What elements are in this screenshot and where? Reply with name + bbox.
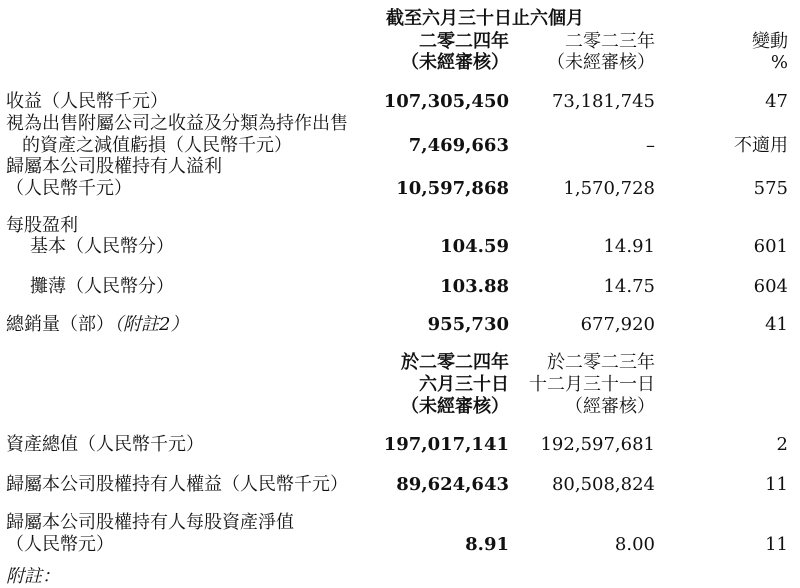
- impairment-change: 不適用: [734, 135, 788, 156]
- nav-per-share-2024: 8.91: [465, 534, 509, 555]
- nav-per-share-change: 11: [765, 534, 788, 555]
- revenue-change: 47: [765, 91, 788, 112]
- profit-2023: 1,570,728: [563, 178, 655, 199]
- equity-2023: 80,508,824: [551, 474, 655, 495]
- eps-diluted-2023: 14.75: [603, 276, 655, 297]
- profit-label-line1: 歸屬本公司股權持有人溢利: [6, 156, 222, 177]
- equity-2024: 89,624,643: [396, 474, 509, 495]
- col2-year-header: 二零二三年: [565, 31, 655, 52]
- equity-label: 歸屬本公司股權持有人權益（人民幣千元）: [6, 474, 348, 495]
- profit-2024: 10,597,868: [396, 178, 509, 199]
- eps-basic-label: 基本（人民幣分）: [30, 236, 174, 257]
- notes-heading: 附註：: [6, 566, 60, 587]
- impairment-2023: –: [646, 135, 655, 156]
- nav-per-share-label-line1: 歸屬本公司股權持有人每股資產淨值: [6, 512, 294, 533]
- eps-basic-2024: 104.59: [440, 236, 509, 257]
- revenue-2024: 107,305,450: [383, 91, 509, 112]
- eps-label: 每股盈利: [6, 215, 78, 236]
- total-assets-change: 2: [776, 434, 788, 455]
- eps-diluted-2024: 103.88: [440, 276, 509, 297]
- col1-year-header: 二零二四年: [419, 31, 509, 52]
- profit-change: 575: [753, 178, 788, 199]
- total-assets-2024: 197,017,141: [383, 434, 509, 455]
- profit-label-line2: （人民幣千元）: [6, 178, 132, 199]
- revenue-2023: 73,181,745: [551, 91, 655, 112]
- sales-volume-note: （附註2）: [114, 314, 189, 335]
- sales-volume-label: [6, 314, 188, 336]
- impairment-label-line1: 視為出售附屬公司之收益及分類為持作出售: [6, 113, 348, 134]
- revenue-label: 收益（人民幣千元）: [6, 91, 168, 112]
- col3-unit-header: %: [770, 52, 788, 73]
- sales-volume-change: 41: [765, 314, 788, 335]
- impairment-label-line2: 的資產之減值虧損（人民幣千元）: [22, 135, 292, 156]
- eps-diluted-label: 攤薄（人民幣分）: [30, 276, 174, 297]
- col2-date-header-line2: 十二月三十一日: [529, 374, 655, 395]
- col2-audit-header: （未經審核）: [547, 52, 655, 73]
- col2-date-header-line3: （經審核）: [565, 396, 655, 417]
- col1-audit-header: （未經審核）: [401, 52, 509, 73]
- nav-per-share-label-line2: （人民幣元）: [6, 534, 114, 555]
- total-assets-2023: 192,597,681: [540, 434, 655, 455]
- total-assets-label: 資產總值（人民幣千元）: [6, 434, 204, 455]
- col2-date-header-line1: 於二零二三年: [547, 352, 655, 373]
- eps-basic-2023: 14.91: [603, 236, 655, 257]
- eps-diluted-change: 604: [753, 276, 788, 297]
- col1-date-header-line1: 於二零二四年: [401, 352, 509, 373]
- period-header: 截至六月三十日止六個月: [386, 8, 584, 29]
- col3-change-header: 變動: [752, 31, 788, 52]
- equity-change: 11: [765, 474, 788, 495]
- eps-basic-change: 601: [753, 236, 788, 257]
- col1-date-header-line2: 六月三十日: [419, 374, 509, 395]
- sales-volume-label-text: 總銷量（部）: [6, 314, 114, 335]
- sales-volume-2023: 677,920: [580, 314, 655, 335]
- col1-date-header-line3: （未經審核）: [401, 396, 509, 417]
- sales-volume-2024: 955,730: [427, 314, 509, 335]
- nav-per-share-2023: 8.00: [614, 534, 655, 555]
- impairment-2024: 7,469,663: [408, 135, 509, 156]
